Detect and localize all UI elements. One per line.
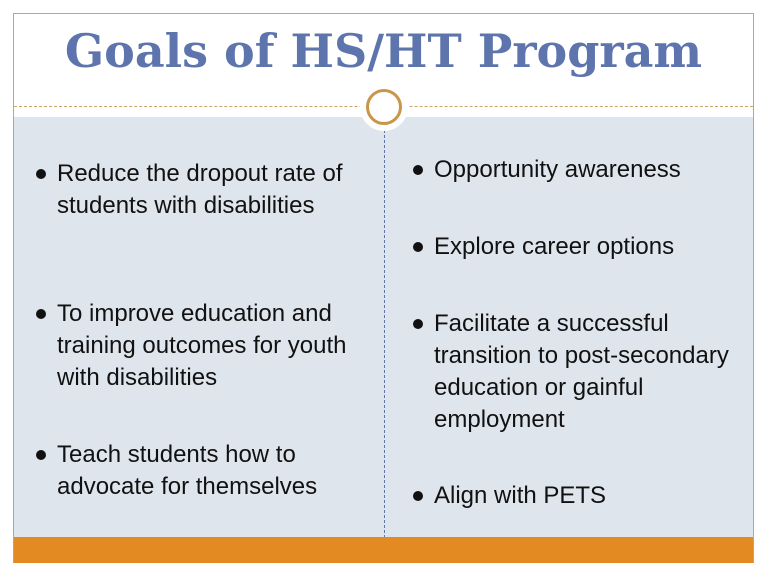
- bullet-dot-icon: [413, 165, 423, 175]
- bullet-dot-icon: [36, 169, 46, 179]
- bullet-text: To improve education and training outcomes for youth with disabilities: [57, 300, 347, 391]
- footer-bar: [14, 537, 753, 563]
- bullet-text: Reduce the dropout rate of students with disabilities: [57, 160, 343, 219]
- column-divider: [384, 130, 385, 538]
- circle-ornament-ring: [366, 89, 402, 125]
- right-bullet-item: [434, 308, 734, 436]
- right-bullet-item: [434, 154, 734, 186]
- bullet-dot-icon: [413, 319, 423, 329]
- slide-title: Goals of HS/HT Program: [64, 24, 703, 78]
- bullet-text: Opportunity awareness: [434, 156, 681, 183]
- bullet-dot-icon: [413, 491, 423, 501]
- left-bullet-item: [57, 298, 367, 394]
- bullet-text: Teach students how to advocate for themselves: [57, 441, 318, 500]
- bullet-text: Facilitate a successful transition to post-secondary education or gainful employment: [434, 310, 729, 433]
- left-bullet-item: [57, 158, 367, 222]
- bullet-dot-icon: [413, 242, 423, 252]
- left-bullet-item: [57, 439, 367, 503]
- right-bullet-item: [434, 231, 734, 263]
- bullet-dot-icon: [36, 450, 46, 460]
- bullet-dot-icon: [36, 309, 46, 319]
- bullet-text: Align with PETS: [434, 482, 607, 509]
- bullet-text: Explore career options: [434, 233, 675, 260]
- right-bullet-item: [434, 480, 734, 512]
